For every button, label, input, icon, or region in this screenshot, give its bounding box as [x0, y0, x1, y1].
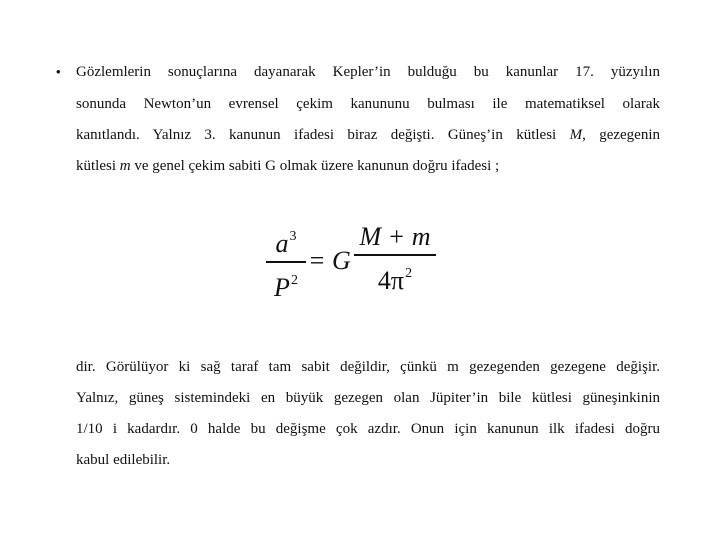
kepler-formula — [262, 222, 442, 302]
paragraph2-line2-text: Yalnız, güneş sistemindeki en büyük gezegen olan Jüpiter’in bile kütlesi güneşinkinin — [76, 390, 660, 406]
paragraph1-line1-text: Gözlemlerin sonuçlarına dayanarak Kepler’in bulduğu bu kanunlar 17. yüzyılın — [76, 64, 660, 80]
paragraph1-line1 — [76, 62, 660, 82]
right-numerator: M + m — [359, 222, 431, 251]
right-denominator-exponent: 2 — [405, 265, 413, 281]
paragraph2-line3 — [76, 419, 660, 439]
paragraph2-line4 — [76, 450, 170, 470]
paragraph1-line2-text: sonunda Newton’un evrensel çekim kanununu bulması ile matematiksel olarak — [76, 96, 660, 112]
paragraph1-line2 — [76, 94, 660, 114]
right-denominator — [354, 259, 436, 296]
paragraph1-line3-end: , gezegenin — [582, 127, 660, 143]
right-denominator-base: 4π — [377, 265, 405, 295]
paragraph2-line2 — [76, 388, 660, 408]
paragraph1-line4-end: ve genel çekim sabiti G olmak üzere kanunun doğru ifadesi ; — [130, 158, 500, 174]
paragraph2-line1-text: dir. Görülüyor ki sağ taraf tam sabit değildir, çünkü m gezegenden gezegene değişir. — [76, 359, 660, 375]
left-denominator — [266, 266, 306, 303]
equals-g: = G — [308, 246, 351, 275]
paragraph2-line3-text: 1/10 i kadardır. 0 halde bu değişme çok azdır. Onun için kanunun ilk ifadesi doğru — [76, 421, 660, 437]
left-fraction — [266, 222, 306, 303]
left-numerator — [266, 222, 306, 259]
paragraph1-line4-start: kütlesi — [76, 158, 120, 174]
right-fraction-bar — [354, 254, 436, 256]
right-fraction — [354, 222, 436, 296]
left-denominator-exponent: 2 — [290, 272, 298, 288]
mass-var-M: M — [569, 127, 583, 143]
left-denominator-base: P — [274, 272, 290, 302]
paragraph1-line4 — [76, 156, 499, 176]
left-numerator-base: a — [275, 229, 289, 258]
bullet-marker: • — [56, 64, 61, 79]
paragraph1-line3-text: kanıtlandı. Yalnız 3. kanunun ifadesi biraz değişti. Güneş’in kütlesi — [76, 127, 570, 143]
paragraph2-line1 — [76, 357, 660, 377]
paragraph1-line3 — [76, 125, 660, 145]
left-numerator-exponent: 3 — [289, 229, 297, 244]
mass-var-m: m — [119, 158, 131, 174]
paragraph2-line4-text: kabul edilebilir. — [76, 452, 171, 468]
left-fraction-bar — [266, 261, 306, 263]
